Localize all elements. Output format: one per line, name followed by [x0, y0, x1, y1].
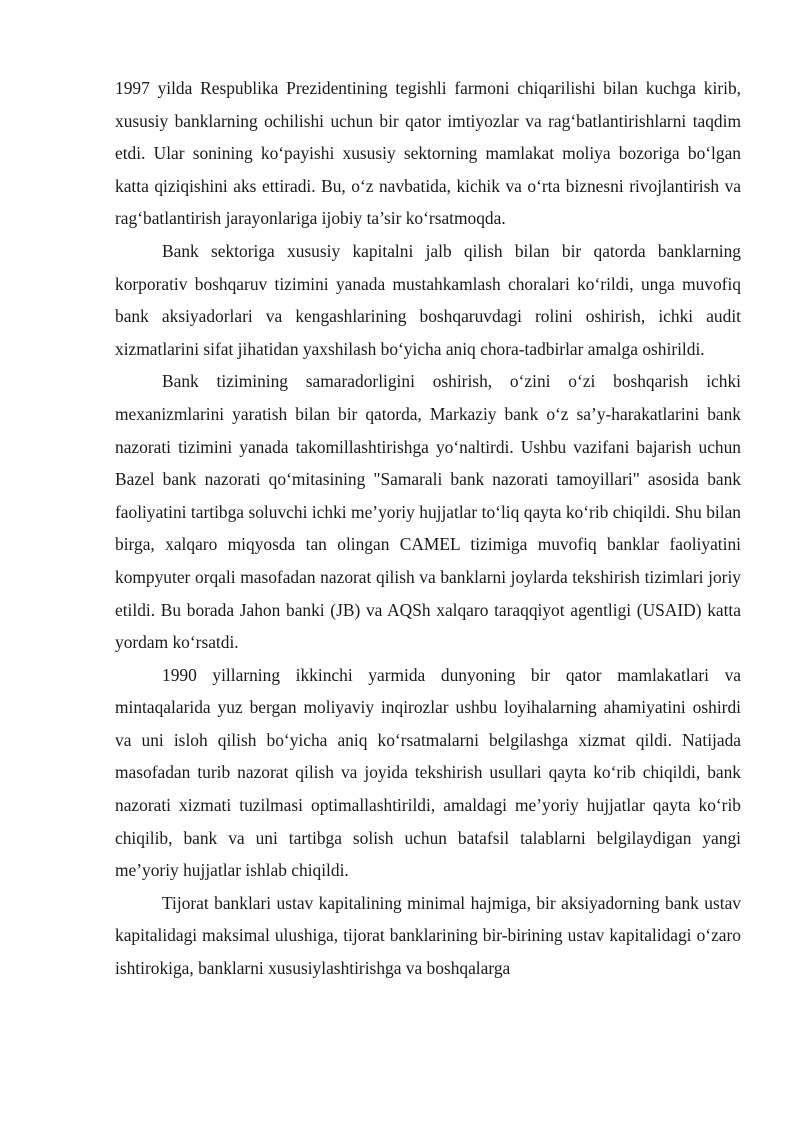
paragraph-5: Tijorat banklari ustav kapitalining minimal hajmiga, bir aksiyadorning bank ustav kapitalidagi maksimal ulushiga, tijorat banklarining bir-birining ustav kapitalidagi o‘zaro ishtirokiga, banklarni xususiylashtirishga va boshqalarga	[115, 892, 741, 979]
paragraph-1: 1997 yilda Respublika Prezidentining tegishli farmoni chiqarilishi bilan kuchga kirib, xususiy banklarning ochilishi uchun bir qator imtiyozlar va rag‘batlantirishlarni taqdim etdi. Ular sonining ko‘payishi xususiy sektorning mamlakat moliya bozoriga bo‘lgan katta qiziqishini aks ettiradi. Bu, o‘z navbatida, kichik va o‘rta biznesni rivojlantirish va rag‘batlantirish jarayonlariga ijobiy ta’sir ko‘rsatmoqda.	[115, 78, 741, 229]
paragraph-2: Bank sektoriga xususiy kapitalni jalb qilish bilan bir qatorda banklarning korporativ boshqaruv tizimini yanada mustahkamlash choralari ko‘rildi, unga muvofiq bank aksiyadorlari va kengashlarining boshqaruvdagi rolini oshirish, ichki audit xizmatlarini sifat jihatidan yaxshilash bo‘yicha aniq chora-tadbirlar amalga oshirildi.	[115, 240, 741, 359]
document-page	[115, 72, 741, 985]
paragraph-4: 1990 yillarning ikkinchi yarmida dunyoning bir qator mamlakatlari va mintaqalarida yuz bergan moliyaviy inqirozlar ushbu loyihalarning ahamiyatini oshirdi va uni isloh qilish bo‘yicha aniq ko‘rsatmalarni belgilashga xizmat qildi. Natijada masofadan turib nazorat qilish va joyida tekshirish usullari qayta ko‘rib chiqildi, bank nazorati xizmati tuzilmasi optimallashtirildi, amaldagi me’yoriy hujjatlar qayta ko‘rib chiqilib, bank va uni tartibga solish uchun batafsil talablarni belgilaydigan yangi me’yoriy hujjatlar ishlab chiqildi.	[115, 664, 741, 881]
paragraph-3: Bank tizimining samaradorligini oshirish, o‘zini o‘zi boshqarish ichki mexanizmlarini yaratish bilan bir qatorda, Markaziy bank o‘z sa’y-harakatlarini bank nazorati tizimini yanada takomillashtirishga yo‘naltirdi. Ushbu vazifani bajarish uchun Bazel bank nazorati qo‘mitasining "Samarali bank nazorati tamoyillari" asosida bank faoliyatini tartibga soluvchi ichki me’yoriy hujjatlar to‘liq qayta ko‘rib chiqildi. Shu bilan birga, xalqaro miqyosda tan olingan CAMEL tizimiga muvofiq banklar faoliyatini kompyuter orqali masofadan nazorat qilish va banklarni joylarda tekshirish tizimlari joriy etildi. Bu borada Jahon banki (JB) va AQSh xalqaro taraqqiyot agentligi (USAID) katta yordam ko‘rsatdi.	[115, 371, 741, 653]
